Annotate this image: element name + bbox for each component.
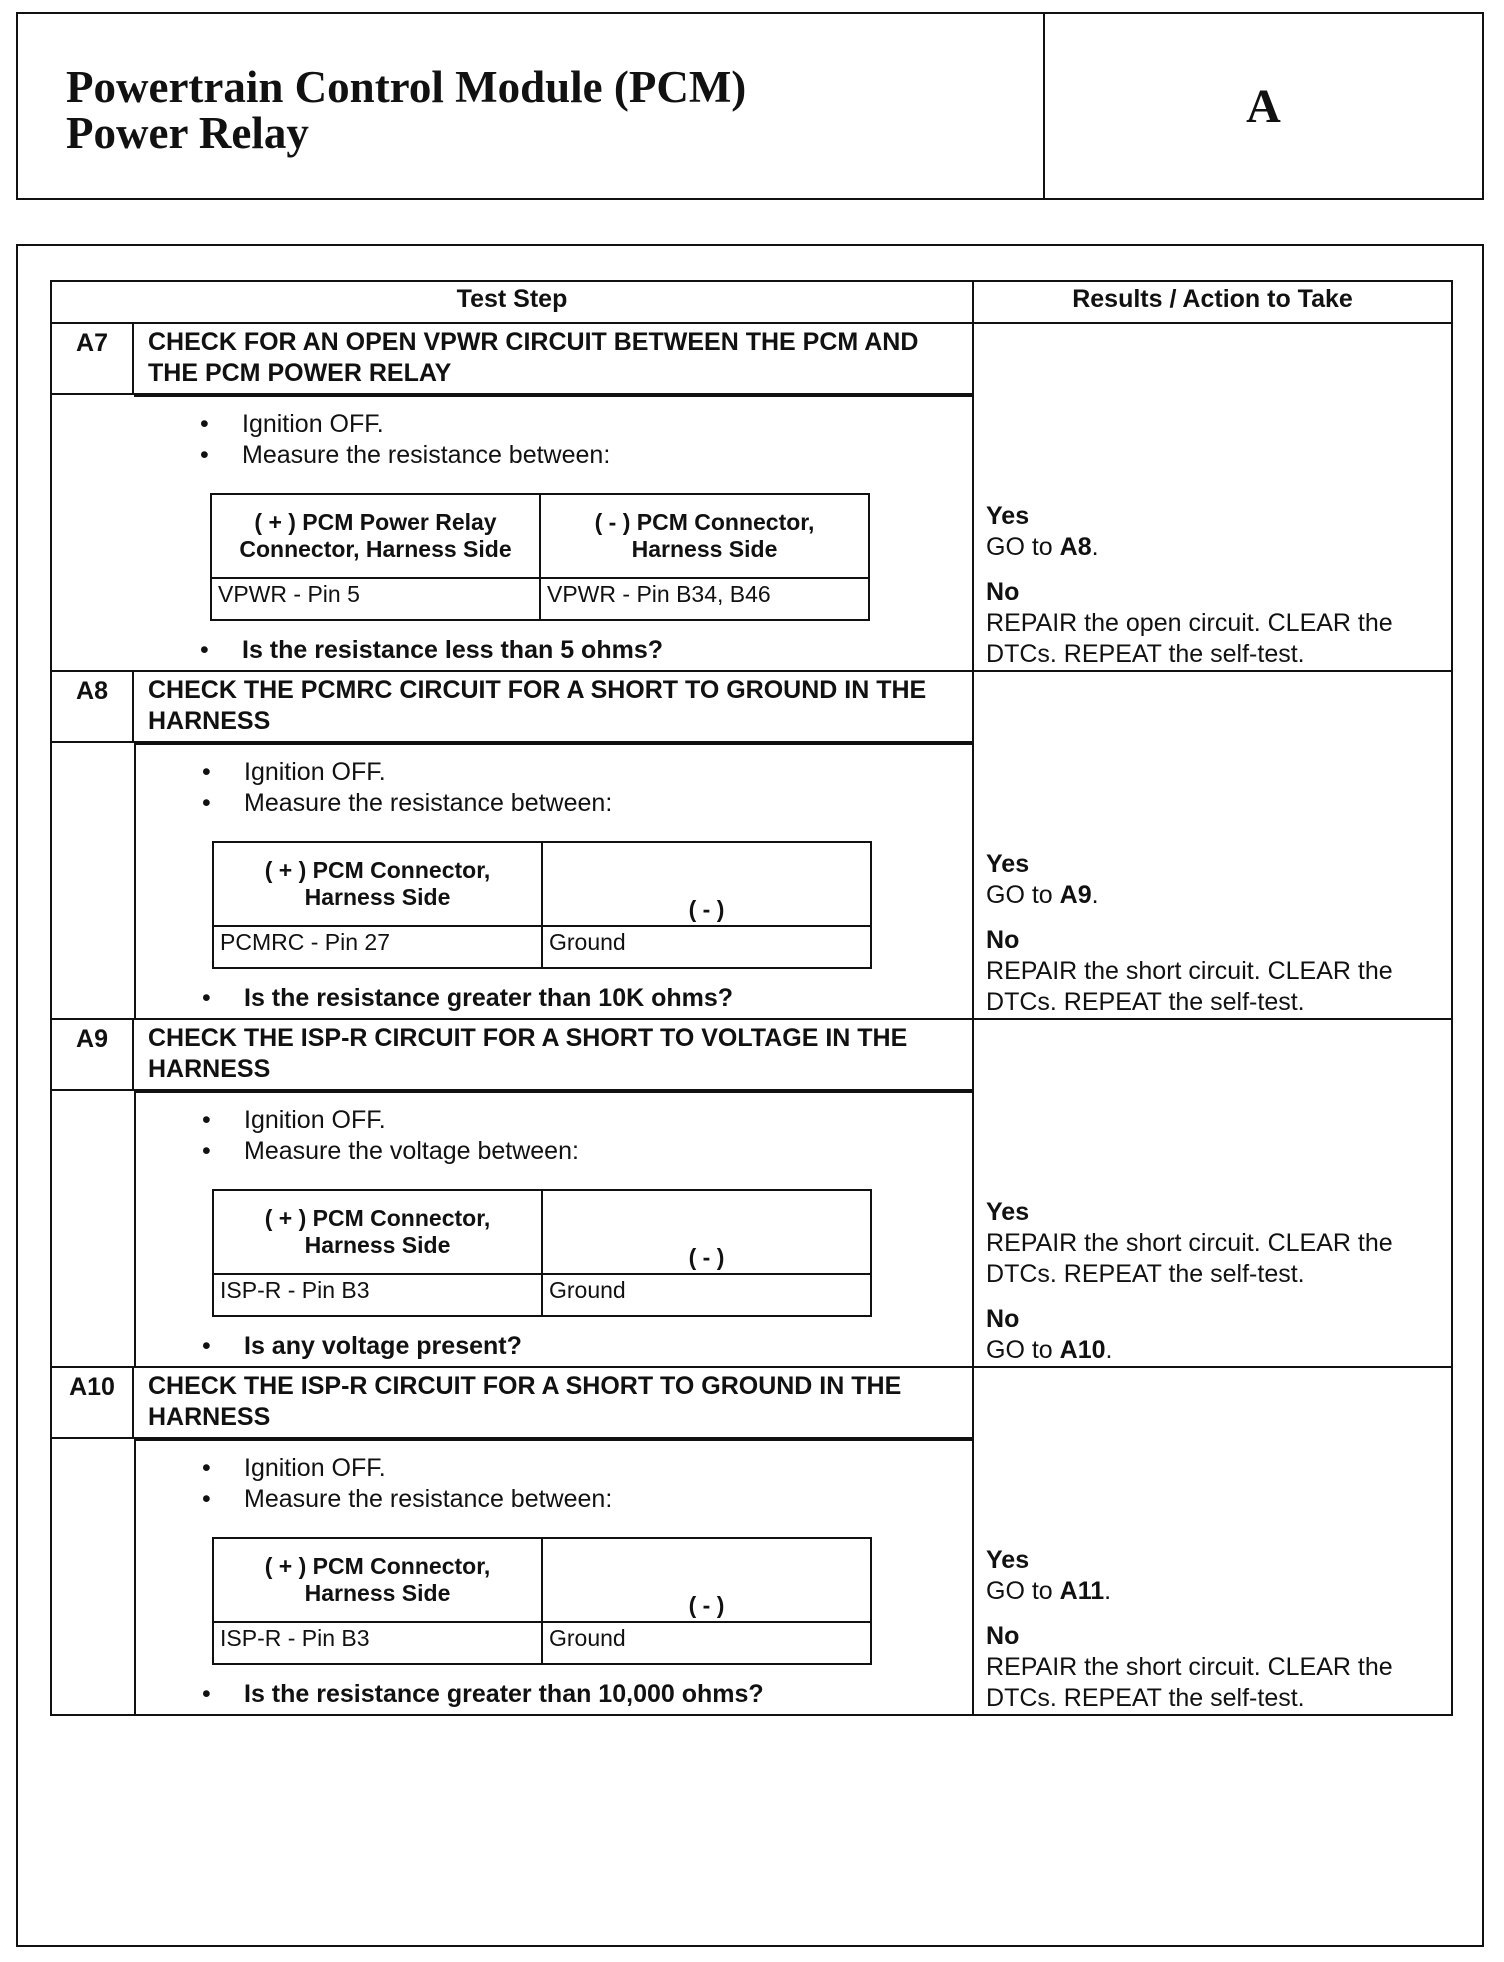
step-id: A7	[51, 323, 133, 394]
yes-target-step: A8	[1059, 533, 1092, 561]
no-action: REPAIR the short circuit. CLEAR the DTCs. REPEAT the self-test.	[986, 957, 1393, 1016]
measurement-table	[212, 841, 872, 969]
page-title-line-2: Power Relay	[66, 108, 309, 158]
step-body	[134, 1091, 972, 1366]
question: • Is the resistance greater than 10,000 ohms?	[54, 1679, 972, 1710]
measurement-header-positive: ( + ) PCM Connector, Harness Side	[213, 1538, 542, 1622]
no-action: GO to A10.	[986, 1336, 1113, 1364]
measurement-header-negative: ( - )	[542, 1538, 871, 1622]
step-title: CHECK THE PCMRC CIRCUIT FOR A SHORT TO GROUND IN THE HARNESS	[133, 671, 973, 742]
step-result	[973, 671, 1452, 1019]
yes-label: Yes	[986, 1546, 1030, 1574]
yes-action: GO to A8.	[986, 533, 1099, 561]
measurement-value-positive: PCMRC - Pin 27	[213, 926, 542, 968]
instruction-item: • Measure the resistance between:	[52, 440, 972, 471]
no-action: REPAIR the short circuit. CLEAR the DTCs. REPEAT the self-test.	[986, 1653, 1393, 1712]
measurement-header-negative: ( - ) PCM Connector, Harness Side	[540, 494, 869, 578]
step-title: CHECK THE ISP-R CIRCUIT FOR A SHORT TO VOLTAGE IN THE HARNESS	[133, 1019, 973, 1090]
step-id: A10	[51, 1367, 133, 1438]
column-header-results: Results / Action to Take	[973, 281, 1452, 323]
yes-action: GO to A11.	[986, 1577, 1112, 1605]
no-label: No	[986, 1305, 1020, 1333]
column-header-test-step: Test Step	[51, 281, 973, 323]
instruction-item: • Measure the voltage between:	[54, 1136, 972, 1167]
step-result	[973, 1367, 1452, 1715]
yes-target-step: A9	[1059, 881, 1092, 909]
step-id: A9	[51, 1019, 133, 1090]
table-header-row	[51, 281, 1452, 323]
test-step-a8	[51, 671, 1452, 1019]
yes-label: Yes	[986, 850, 1030, 878]
measurement-value-negative: VPWR - Pin B34, B46	[540, 578, 869, 620]
measurement-table	[212, 1537, 872, 1665]
page-title	[18, 14, 1045, 198]
question: • Is any voltage present?	[54, 1331, 972, 1362]
instruction-item: • Ignition OFF.	[54, 757, 972, 788]
measurement-header-negative: ( - )	[542, 842, 871, 926]
measurement-table	[210, 493, 870, 621]
header-box	[16, 12, 1484, 200]
no-action: REPAIR the open circuit. CLEAR the DTCs. REPEAT the self-test.	[986, 609, 1393, 668]
question: • Is the resistance greater than 10K ohms?	[54, 983, 972, 1014]
step-result	[973, 1019, 1452, 1367]
no-label: No	[986, 1622, 1020, 1650]
test-step-table	[50, 280, 1453, 1716]
measurement-value-positive: VPWR - Pin 5	[211, 578, 540, 620]
yes-label: Yes	[986, 1198, 1030, 1226]
instruction-item: • Measure the resistance between:	[54, 1484, 972, 1515]
test-step-a9	[51, 1019, 1452, 1367]
measurement-value-negative: Ground	[542, 1622, 871, 1664]
instruction-item: • Ignition OFF.	[54, 1105, 972, 1136]
yes-action: REPAIR the short circuit. CLEAR the DTCs. REPEAT the self-test.	[986, 1229, 1393, 1288]
yes-label: Yes	[986, 502, 1030, 530]
step-body	[134, 743, 972, 1018]
step-body	[134, 1439, 972, 1714]
measurement-header-positive: ( + ) PCM Connector, Harness Side	[213, 1190, 542, 1274]
no-label: No	[986, 926, 1020, 954]
page-title-line-1: Powertrain Control Module (PCM)	[66, 62, 747, 112]
no-label: No	[986, 578, 1020, 606]
measurement-header-positive: ( + ) PCM Power Relay Connector, Harness Side	[211, 494, 540, 578]
measurement-value-negative: Ground	[542, 926, 871, 968]
step-body	[134, 395, 972, 670]
measurement-header-positive: ( + ) PCM Connector, Harness Side	[213, 842, 542, 926]
instruction-item: • Measure the resistance between:	[54, 788, 972, 819]
yes-action: GO to A9.	[986, 881, 1099, 909]
test-step-a7	[51, 323, 1452, 671]
instruction-item: • Ignition OFF.	[52, 409, 972, 440]
measurement-value-negative: Ground	[542, 1274, 871, 1316]
yes-target-step: A11	[1059, 1577, 1105, 1605]
test-step-a10	[51, 1367, 1452, 1715]
instruction-item: • Ignition OFF.	[54, 1453, 972, 1484]
measurement-header-negative: ( - )	[542, 1190, 871, 1274]
step-title: CHECK THE ISP-R CIRCUIT FOR A SHORT TO GROUND IN THE HARNESS	[133, 1367, 973, 1438]
measurement-value-positive: ISP-R - Pin B3	[213, 1274, 542, 1316]
no-target-step: A10	[1059, 1336, 1106, 1364]
step-id: A8	[51, 671, 133, 742]
section-letter: A	[1246, 79, 1281, 133]
step-result	[973, 323, 1452, 671]
measurement-table	[212, 1189, 872, 1317]
question: • Is the resistance less than 5 ohms?	[52, 635, 972, 666]
measurement-value-positive: ISP-R - Pin B3	[213, 1622, 542, 1664]
step-title: CHECK FOR AN OPEN VPWR CIRCUIT BETWEEN THE PCM AND THE PCM POWER RELAY	[133, 323, 973, 394]
